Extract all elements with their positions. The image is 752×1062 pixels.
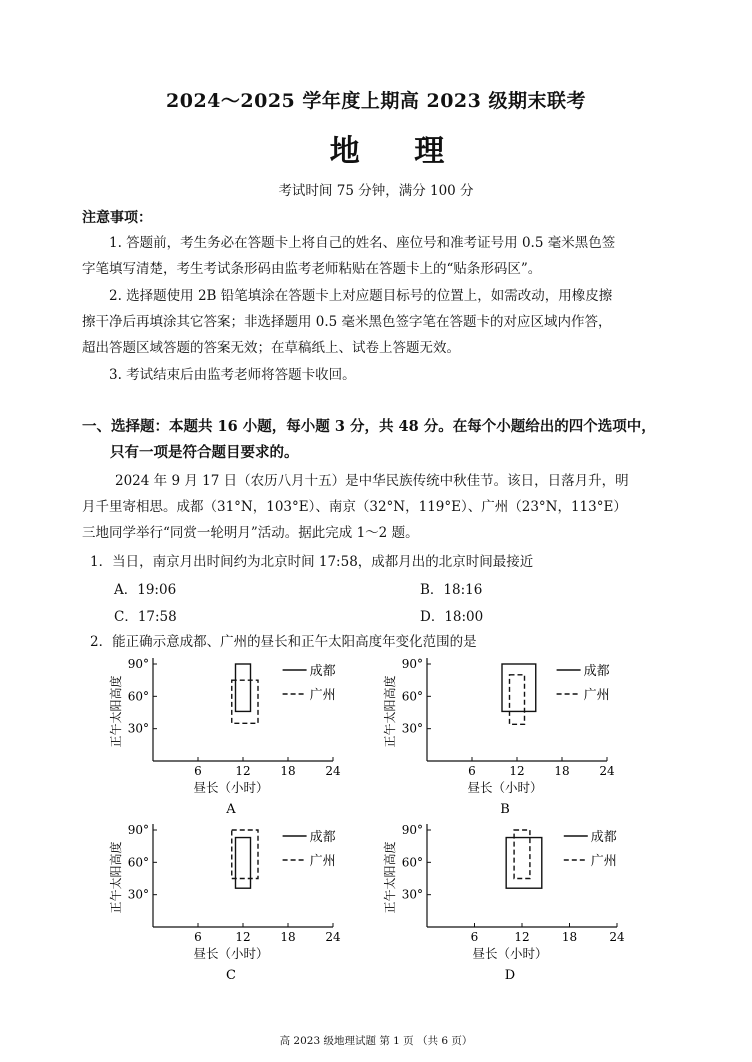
y-tick-label: 60°	[127, 855, 149, 870]
exam-time-info: 考试时间 75 分钟，满分 100 分	[278, 183, 474, 199]
x-tick-label: 24	[325, 930, 341, 944]
notice-line: 超出答题区域答题的答案无效；在草稿纸上、试卷上答题无效。	[82, 340, 460, 356]
chengdu-range-rect	[236, 838, 251, 889]
q1-option-a: A．19:06	[114, 582, 177, 598]
x-tick-label: 18	[554, 764, 570, 778]
y-tick-label: 30°	[127, 721, 149, 736]
question-2-stem: 2．能正确示意成都、广州的昼长和正午太阳高度年变化范围的是	[90, 634, 477, 650]
x-tick-label: 6	[470, 930, 479, 944]
chengdu-range-rect	[236, 664, 251, 711]
x-tick-label: 12	[235, 764, 251, 778]
y-tick-label: 90°	[127, 823, 149, 837]
x-axis-label: 昼长（小时）	[193, 780, 269, 795]
section-heading-line: 只有一项是符合题目要求的。	[110, 444, 299, 461]
x-tick-label: 18	[280, 764, 296, 778]
notice-heading: 注意事项：	[82, 210, 152, 226]
panel-label: D	[504, 968, 516, 983]
legend-label: 成都	[590, 830, 617, 845]
legend-label: 成都	[309, 830, 336, 845]
x-tick-label: 24	[609, 930, 625, 944]
legend-label: 广州	[309, 688, 336, 703]
y-axis-label: 正午太阳高度	[109, 675, 123, 748]
notice-line: 擦干净后再填涂其它答案；非选择题用 0.5 毫米黑色签字笔在答题卡的对应区域内作答，	[82, 314, 612, 330]
passage-line: 2024 年 9 月 17 日（农历八月十五）是中华民族传统中秋佳节。该日，日落月升，明	[115, 473, 629, 489]
q1-option-d: D．18:00	[420, 609, 484, 625]
page-footer: 高 2023 级地理试题 第 1 页 （共 6 页）	[279, 1035, 473, 1047]
notice-line: 2. 选择题使用 2B 铅笔填涂在答题卡上对应题目标号的位置上，如需改动，用橡皮擦	[109, 288, 613, 304]
y-tick-label: 90°	[401, 657, 423, 671]
y-axis-label: 正午太阳高度	[383, 841, 397, 914]
q1-option-c: C．17:58	[114, 609, 177, 625]
y-axis-label: 正午太阳高度	[109, 841, 123, 914]
y-tick-label: 90°	[127, 657, 149, 671]
chengdu-range-rect	[506, 838, 542, 889]
legend-label: 成都	[583, 664, 610, 679]
x-tick-label: 12	[514, 930, 530, 944]
passage-line: 月千里寄相思。成都（31°N，103°E）、南京（32°N，119°E）、广州（23°N，113°E）	[82, 499, 627, 515]
panel-label: C	[226, 968, 236, 983]
legend-label: 广州	[309, 854, 336, 869]
x-axis-label: 昼长（小时）	[193, 946, 269, 961]
chengdu-range-rect	[502, 664, 536, 711]
panel-label: A	[226, 802, 236, 817]
subject-title: 地 理	[329, 134, 467, 169]
y-tick-label: 30°	[401, 887, 423, 902]
y-tick-label: 30°	[401, 721, 423, 736]
panel-label: B	[500, 802, 510, 817]
x-tick-label: 18	[561, 930, 578, 944]
y-tick-label: 30°	[127, 887, 149, 902]
legend-label: 成都	[309, 664, 336, 679]
x-tick-label: 6	[468, 764, 476, 778]
question-1-stem: 1．当日，南京月出时间约为北京时间 17:58，成都月出的北京时间最接近	[90, 554, 534, 570]
x-tick-label: 12	[235, 930, 251, 944]
y-tick-label: 60°	[401, 689, 423, 704]
y-tick-label: 90°	[401, 823, 423, 837]
legend-label: 广州	[590, 854, 617, 869]
y-tick-label: 60°	[127, 689, 149, 704]
section-heading-line: 一、选择题：本题共 16 小题，每小题 3 分，共 48 分。在每个小题给出的四个选项中，	[82, 418, 656, 435]
guangzhou-range-rect	[510, 675, 525, 725]
y-axis-label: 正午太阳高度	[383, 675, 397, 748]
exam-title: 2024～2025 学年度上期高 2023 级期末联考	[166, 90, 586, 112]
x-tick-label: 6	[194, 930, 202, 944]
q1-option-b: B．18:16	[420, 582, 483, 598]
notice-line: 1. 答题前，考生务必在答题卡上将自己的姓名、座位号和准考证号用 0.5 毫米黑色签	[109, 235, 616, 251]
x-tick-label: 18	[280, 930, 296, 944]
notice-line: 字笔填写清楚，考生考试条形码由监考老师粘贴在答题卡上的“贴条形码区”。	[82, 261, 542, 277]
notice-line: 3. 考试结束后由监考老师将答题卡收回。	[109, 367, 356, 383]
x-tick-label: 24	[599, 764, 615, 778]
x-tick-label: 6	[194, 764, 202, 778]
x-tick-label: 24	[325, 764, 341, 778]
passage-line: 三地同学举行“同赏一轮明月”活动。据此完成 1～2 题。	[82, 525, 419, 541]
y-tick-label: 60°	[401, 855, 423, 870]
x-axis-label: 昼长（小时）	[472, 946, 548, 961]
legend-label: 广州	[583, 688, 610, 703]
x-axis-label: 昼长（小时）	[467, 780, 543, 795]
x-tick-label: 12	[509, 764, 525, 778]
